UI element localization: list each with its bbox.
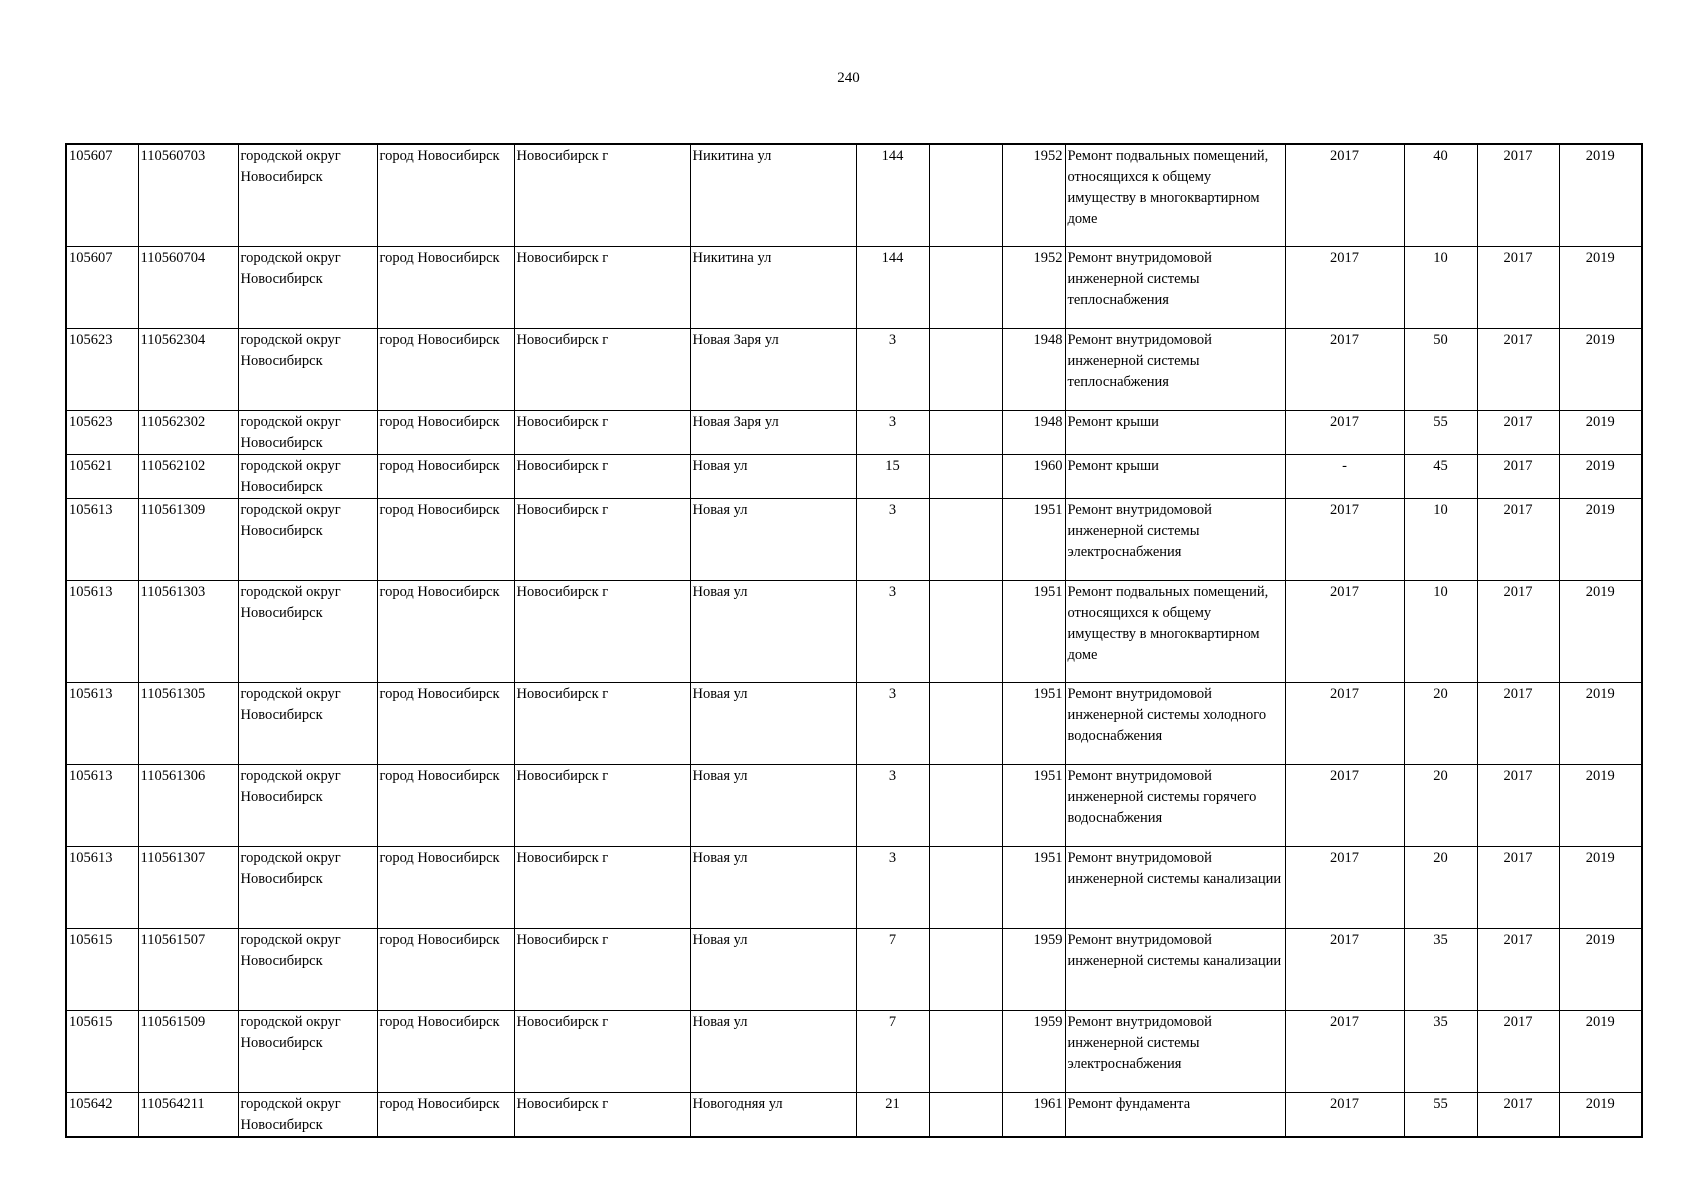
cell-code: 110562302 <box>138 411 238 455</box>
cell-house: 21 <box>856 1093 929 1138</box>
table-row <box>66 247 1642 329</box>
cell-house: 7 <box>856 1011 929 1093</box>
cell-district: городской округ Новосибирск <box>238 1011 377 1093</box>
cell-start: 2017 <box>1477 1011 1559 1093</box>
cell-house: 3 <box>856 765 929 847</box>
cell-year: 1948 <box>1002 329 1065 411</box>
cell-survey-year: 2017 <box>1285 581 1404 683</box>
cell-street: Никитина ул <box>690 144 856 247</box>
cell-year: 1952 <box>1002 247 1065 329</box>
cell-wear: 10 <box>1404 499 1477 581</box>
cell-end: 2019 <box>1559 455 1642 499</box>
cell-wear: 20 <box>1404 847 1477 929</box>
repair-registry-table <box>65 143 1643 1138</box>
cell-street: Новая Заря ул <box>690 411 856 455</box>
cell-year: 1951 <box>1002 683 1065 765</box>
cell-district: городской округ Новосибирск <box>238 144 377 247</box>
cell-year: 1959 <box>1002 929 1065 1011</box>
cell-end: 2019 <box>1559 144 1642 247</box>
cell-house: 3 <box>856 683 929 765</box>
table-row <box>66 411 1642 455</box>
cell-code: 110562102 <box>138 455 238 499</box>
cell-building <box>929 929 1002 1011</box>
cell-wear: 10 <box>1404 247 1477 329</box>
cell-year: 1952 <box>1002 144 1065 247</box>
cell-end: 2019 <box>1559 765 1642 847</box>
cell-city: Новосибирск г <box>514 765 690 847</box>
table-row <box>66 847 1642 929</box>
cell-district: городской округ Новосибирск <box>238 765 377 847</box>
cell-settlement: город Новосибирск <box>377 499 514 581</box>
cell-street: Новая Заря ул <box>690 329 856 411</box>
cell-start: 2017 <box>1477 581 1559 683</box>
cell-settlement: город Новосибирск <box>377 929 514 1011</box>
cell-district: городской округ Новосибирск <box>238 411 377 455</box>
cell-wear: 35 <box>1404 929 1477 1011</box>
cell-end: 2019 <box>1559 847 1642 929</box>
cell-year: 1948 <box>1002 411 1065 455</box>
cell-id: 105607 <box>66 247 138 329</box>
table-row <box>66 765 1642 847</box>
cell-start: 2017 <box>1477 144 1559 247</box>
cell-year: 1951 <box>1002 581 1065 683</box>
cell-work: Ремонт внутридомовой инженерной системы канализации <box>1065 929 1285 1011</box>
cell-code: 110561305 <box>138 683 238 765</box>
table-row <box>66 1011 1642 1093</box>
cell-start: 2017 <box>1477 455 1559 499</box>
cell-settlement: город Новосибирск <box>377 1093 514 1138</box>
cell-end: 2019 <box>1559 683 1642 765</box>
cell-settlement: город Новосибирск <box>377 765 514 847</box>
cell-end: 2019 <box>1559 1093 1642 1138</box>
table-row <box>66 499 1642 581</box>
cell-year: 1961 <box>1002 1093 1065 1138</box>
cell-id: 105623 <box>66 329 138 411</box>
cell-city: Новосибирск г <box>514 329 690 411</box>
cell-wear: 40 <box>1404 144 1477 247</box>
cell-house: 3 <box>856 411 929 455</box>
cell-end: 2019 <box>1559 247 1642 329</box>
cell-work: Ремонт подвальных помещений, относящихся к общему имуществу в многоквартирном доме <box>1065 581 1285 683</box>
cell-street: Новая ул <box>690 581 856 683</box>
table-row <box>66 144 1642 247</box>
cell-work: Ремонт крыши <box>1065 455 1285 499</box>
table-row <box>66 581 1642 683</box>
table-row <box>66 1093 1642 1138</box>
cell-work: Ремонт внутридомовой инженерной системы горячего водоснабжения <box>1065 765 1285 847</box>
cell-survey-year: 2017 <box>1285 411 1404 455</box>
cell-settlement: город Новосибирск <box>377 247 514 329</box>
cell-street: Новая ул <box>690 499 856 581</box>
cell-house: 3 <box>856 581 929 683</box>
cell-end: 2019 <box>1559 411 1642 455</box>
cell-district: городской округ Новосибирск <box>238 847 377 929</box>
cell-district: городской округ Новосибирск <box>238 929 377 1011</box>
cell-settlement: город Новосибирск <box>377 411 514 455</box>
cell-code: 110561303 <box>138 581 238 683</box>
cell-street: Новогодняя ул <box>690 1093 856 1138</box>
cell-street: Новая ул <box>690 683 856 765</box>
cell-id: 105613 <box>66 765 138 847</box>
cell-end: 2019 <box>1559 499 1642 581</box>
cell-end: 2019 <box>1559 329 1642 411</box>
cell-house: 3 <box>856 499 929 581</box>
cell-end: 2019 <box>1559 929 1642 1011</box>
cell-wear: 55 <box>1404 411 1477 455</box>
cell-survey-year: 2017 <box>1285 247 1404 329</box>
cell-house: 144 <box>856 144 929 247</box>
cell-code: 110561306 <box>138 765 238 847</box>
cell-id: 105615 <box>66 1011 138 1093</box>
cell-wear: 45 <box>1404 455 1477 499</box>
cell-district: городской округ Новосибирск <box>238 581 377 683</box>
table-row <box>66 455 1642 499</box>
cell-wear: 20 <box>1404 683 1477 765</box>
cell-wear: 55 <box>1404 1093 1477 1138</box>
cell-year: 1959 <box>1002 1011 1065 1093</box>
cell-building <box>929 765 1002 847</box>
cell-work: Ремонт подвальных помещений, относящихся к общему имуществу в многоквартирном доме <box>1065 144 1285 247</box>
cell-house: 144 <box>856 247 929 329</box>
cell-city: Новосибирск г <box>514 1093 690 1138</box>
cell-work: Ремонт внутридомовой инженерной системы холодного водоснабжения <box>1065 683 1285 765</box>
cell-work: Ремонт фундамента <box>1065 1093 1285 1138</box>
cell-wear: 20 <box>1404 765 1477 847</box>
cell-settlement: город Новосибирск <box>377 455 514 499</box>
cell-city: Новосибирск г <box>514 499 690 581</box>
cell-city: Новосибирск г <box>514 144 690 247</box>
cell-wear: 50 <box>1404 329 1477 411</box>
cell-work: Ремонт внутридомовой инженерной системы теплоснабжения <box>1065 247 1285 329</box>
cell-city: Новосибирск г <box>514 581 690 683</box>
cell-city: Новосибирск г <box>514 847 690 929</box>
cell-code: 110564211 <box>138 1093 238 1138</box>
cell-code: 110562304 <box>138 329 238 411</box>
cell-work: Ремонт крыши <box>1065 411 1285 455</box>
cell-house: 3 <box>856 329 929 411</box>
cell-survey-year: - <box>1285 455 1404 499</box>
cell-building <box>929 247 1002 329</box>
cell-work: Ремонт внутридомовой инженерной системы теплоснабжения <box>1065 329 1285 411</box>
cell-code: 110560704 <box>138 247 238 329</box>
cell-settlement: город Новосибирск <box>377 683 514 765</box>
cell-survey-year: 2017 <box>1285 144 1404 247</box>
cell-building <box>929 1093 1002 1138</box>
cell-building <box>929 683 1002 765</box>
cell-city: Новосибирск г <box>514 683 690 765</box>
cell-district: городской округ Новосибирск <box>238 329 377 411</box>
cell-start: 2017 <box>1477 1093 1559 1138</box>
cell-settlement: город Новосибирск <box>377 144 514 247</box>
cell-city: Новосибирск г <box>514 411 690 455</box>
cell-start: 2017 <box>1477 329 1559 411</box>
cell-start: 2017 <box>1477 765 1559 847</box>
cell-id: 105615 <box>66 929 138 1011</box>
cell-house: 3 <box>856 847 929 929</box>
cell-building <box>929 847 1002 929</box>
cell-building <box>929 455 1002 499</box>
cell-end: 2019 <box>1559 1011 1642 1093</box>
cell-street: Новая ул <box>690 765 856 847</box>
cell-work: Ремонт внутридомовой инженерной системы электроснабжения <box>1065 499 1285 581</box>
cell-street: Новая ул <box>690 1011 856 1093</box>
cell-id: 105607 <box>66 144 138 247</box>
table-body <box>66 144 1642 1137</box>
cell-code: 110560703 <box>138 144 238 247</box>
cell-year: 1951 <box>1002 847 1065 929</box>
cell-year: 1960 <box>1002 455 1065 499</box>
cell-survey-year: 2017 <box>1285 1093 1404 1138</box>
cell-city: Новосибирск г <box>514 455 690 499</box>
cell-building <box>929 144 1002 247</box>
cell-settlement: город Новосибирск <box>377 1011 514 1093</box>
cell-id: 105623 <box>66 411 138 455</box>
cell-start: 2017 <box>1477 929 1559 1011</box>
cell-work: Ремонт внутридомовой инженерной системы канализации <box>1065 847 1285 929</box>
cell-building <box>929 499 1002 581</box>
cell-district: городской округ Новосибирск <box>238 455 377 499</box>
cell-id: 105642 <box>66 1093 138 1138</box>
cell-street: Никитина ул <box>690 247 856 329</box>
cell-building <box>929 411 1002 455</box>
cell-end: 2019 <box>1559 581 1642 683</box>
cell-code: 110561507 <box>138 929 238 1011</box>
cell-start: 2017 <box>1477 411 1559 455</box>
table-row <box>66 929 1642 1011</box>
cell-start: 2017 <box>1477 247 1559 329</box>
cell-district: городской округ Новосибирск <box>238 1093 377 1138</box>
cell-year: 1951 <box>1002 765 1065 847</box>
cell-street: Новая ул <box>690 929 856 1011</box>
cell-id: 105613 <box>66 683 138 765</box>
cell-start: 2017 <box>1477 683 1559 765</box>
cell-street: Новая ул <box>690 847 856 929</box>
cell-start: 2017 <box>1477 847 1559 929</box>
cell-survey-year: 2017 <box>1285 1011 1404 1093</box>
cell-survey-year: 2017 <box>1285 765 1404 847</box>
cell-building <box>929 329 1002 411</box>
cell-survey-year: 2017 <box>1285 683 1404 765</box>
table-row <box>66 329 1642 411</box>
cell-survey-year: 2017 <box>1285 499 1404 581</box>
cell-house: 7 <box>856 929 929 1011</box>
cell-district: городской округ Новосибирск <box>238 683 377 765</box>
cell-id: 105621 <box>66 455 138 499</box>
cell-settlement: город Новосибирск <box>377 847 514 929</box>
cell-settlement: город Новосибирск <box>377 581 514 683</box>
cell-code: 110561309 <box>138 499 238 581</box>
cell-building <box>929 581 1002 683</box>
cell-city: Новосибирск г <box>514 1011 690 1093</box>
cell-house: 15 <box>856 455 929 499</box>
cell-wear: 35 <box>1404 1011 1477 1093</box>
cell-settlement: город Новосибирск <box>377 329 514 411</box>
cell-id: 105613 <box>66 581 138 683</box>
table-row <box>66 683 1642 765</box>
cell-code: 110561509 <box>138 1011 238 1093</box>
cell-district: городской округ Новосибирск <box>238 499 377 581</box>
cell-survey-year: 2017 <box>1285 329 1404 411</box>
cell-id: 105613 <box>66 499 138 581</box>
cell-district: городской округ Новосибирск <box>238 247 377 329</box>
cell-year: 1951 <box>1002 499 1065 581</box>
cell-start: 2017 <box>1477 499 1559 581</box>
cell-city: Новосибирск г <box>514 247 690 329</box>
cell-code: 110561307 <box>138 847 238 929</box>
cell-survey-year: 2017 <box>1285 929 1404 1011</box>
cell-street: Новая ул <box>690 455 856 499</box>
cell-wear: 10 <box>1404 581 1477 683</box>
cell-id: 105613 <box>66 847 138 929</box>
cell-city: Новосибирск г <box>514 929 690 1011</box>
cell-work: Ремонт внутридомовой инженерной системы электроснабжения <box>1065 1011 1285 1093</box>
page-number: 240 <box>837 70 860 86</box>
cell-building <box>929 1011 1002 1093</box>
cell-survey-year: 2017 <box>1285 847 1404 929</box>
